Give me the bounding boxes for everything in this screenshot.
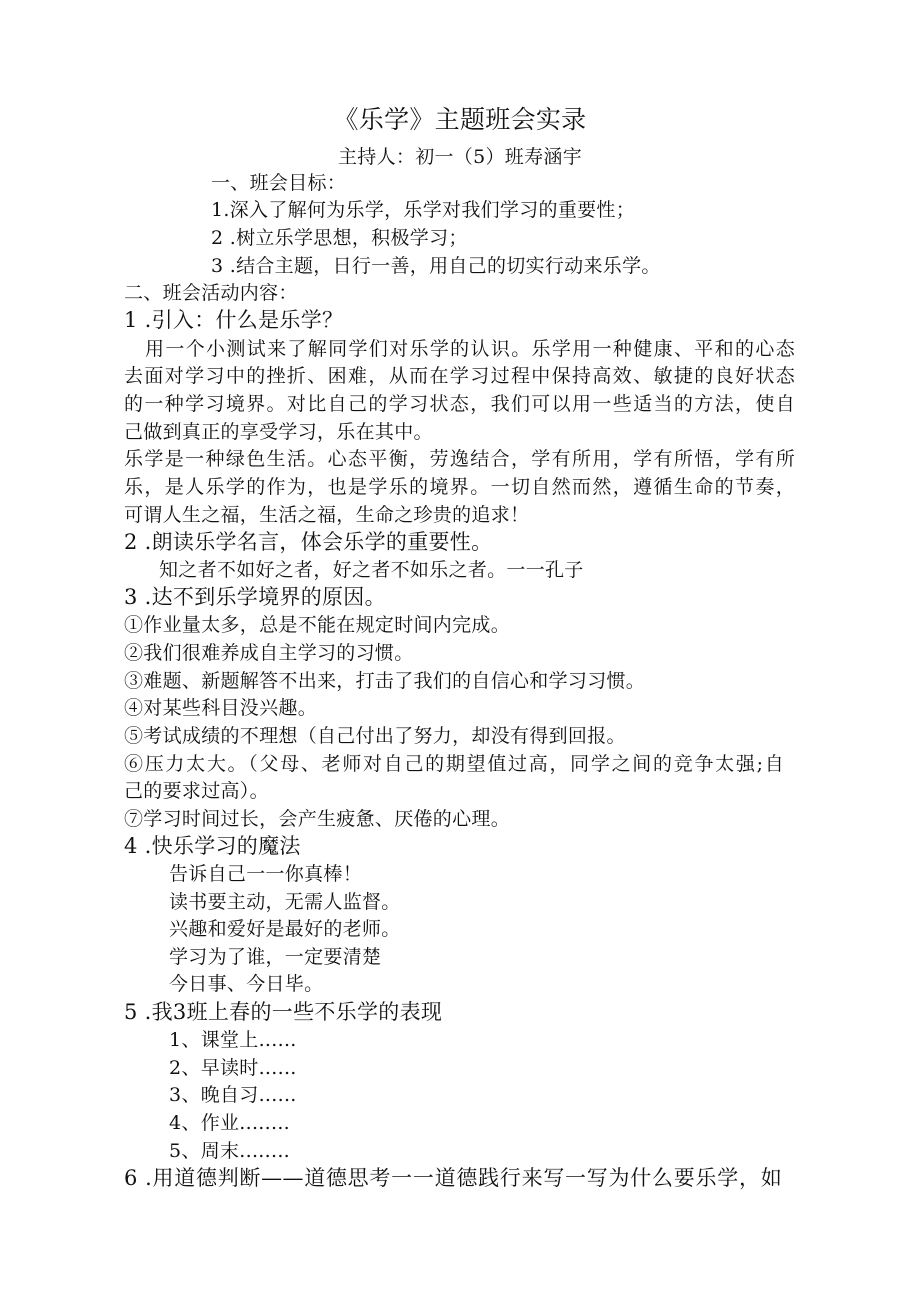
goal-item: 2 .树立乐学思想，积极学习； bbox=[211, 227, 468, 249]
document-title: 《乐学》主题班会实录 bbox=[333, 105, 587, 134]
reason-item: ⑥压力太大。（父母、老师对自己的期望值过高，同学之间的竞争太强;自 bbox=[124, 753, 784, 775]
reason-item: ②我们很难养成自主学习的习惯。 bbox=[124, 642, 414, 664]
activities-heading: 二、班会活动内容： bbox=[124, 282, 298, 304]
paragraph-line: 用一个小测试来了解同学们对乐学的认识。乐学用一种健康、平和的心态 bbox=[145, 338, 795, 360]
paragraph-line: 己做到真正的享受学习，乐在其中。 bbox=[124, 421, 433, 443]
goal-item: 1.深入了解何为乐学，乐学对我们学习的重要性； bbox=[211, 199, 636, 221]
reason-item: ⑦学习时间过长，会产生疲惫、厌倦的心理。 bbox=[124, 808, 511, 830]
section-heading: 4 .快乐学习的魔法 bbox=[124, 834, 301, 858]
reason-item: ⑤考试成绩的不理想（自己付出了努力，却没有得到回报。 bbox=[124, 725, 626, 747]
magic-item: 告诉自己一一你真棒！ bbox=[169, 863, 363, 885]
paragraph-line: 去面对学习中的挫折、困难，从而在学习过程中保持高效、敏捷的良好状态 bbox=[124, 365, 795, 387]
paragraph-line: 的一种学习境界。对比自己的学习状态，我们可以用一些适当的方法，使自 bbox=[124, 393, 795, 415]
quote-line: 知之者不如好之者，好之者不如乐之者。一一孔子 bbox=[159, 559, 584, 581]
behavior-item: 4、作业........ bbox=[169, 1112, 291, 1134]
magic-item: 今日事、今日毕。 bbox=[169, 973, 324, 995]
section-heading: 1 .引入：什么是乐学？ bbox=[124, 308, 344, 332]
magic-item: 读书要主动，无需人监督。 bbox=[169, 891, 401, 913]
reason-item: ①作业量太多，总是不能在规定时间内完成。 bbox=[124, 614, 511, 636]
section-heading: 2 .朗读乐学名言，体会乐学的重要性。 bbox=[124, 530, 493, 554]
section-heading: 6 .用道德判断——道德思考一一道德践行来写一写为什么要乐学，如 bbox=[124, 1166, 782, 1190]
reason-item: 己的要求过高）。 bbox=[124, 780, 269, 802]
section-heading: 5 .我3班上春的一些不乐学的表现 bbox=[124, 1000, 443, 1024]
magic-item: 学习为了谁，一定要清楚 bbox=[169, 946, 382, 968]
paragraph-line: 乐，是人乐学的作为，也是学乐的境界。一切自然而然，遵循生命的节奏， bbox=[124, 476, 795, 498]
reason-item: ③难题、新题解答不出来，打击了我们的自信心和学习习惯。 bbox=[124, 670, 646, 692]
behavior-item: 2、早读时...... bbox=[169, 1057, 297, 1079]
paragraph-line: 可谓人生之福，生活之福，生命之珍贵的追求！ bbox=[124, 504, 530, 526]
reason-item: ④对某些科目没兴趣。 bbox=[124, 697, 318, 719]
host-line: 主持人：初一（5）班寿涵宇 bbox=[338, 146, 582, 168]
behavior-item: 5、周末........ bbox=[169, 1140, 291, 1162]
section-heading: 3 .达不到乐学境界的原因。 bbox=[124, 585, 386, 609]
paragraph-line: 乐学是一种绿色生活。心态平衡，劳逸结合，学有所用，学有所悟，学有所 bbox=[124, 448, 795, 470]
behavior-item: 1、课堂上...... bbox=[169, 1029, 297, 1051]
behavior-item: 3、晚自习...... bbox=[169, 1084, 297, 1106]
goals-heading: 一、班会目标： bbox=[211, 172, 347, 194]
goal-item: 3 .结合主题，日行一善，用自己的切实行动来乐学。 bbox=[211, 255, 661, 277]
magic-item: 兴趣和爱好是最好的老师。 bbox=[169, 918, 401, 940]
